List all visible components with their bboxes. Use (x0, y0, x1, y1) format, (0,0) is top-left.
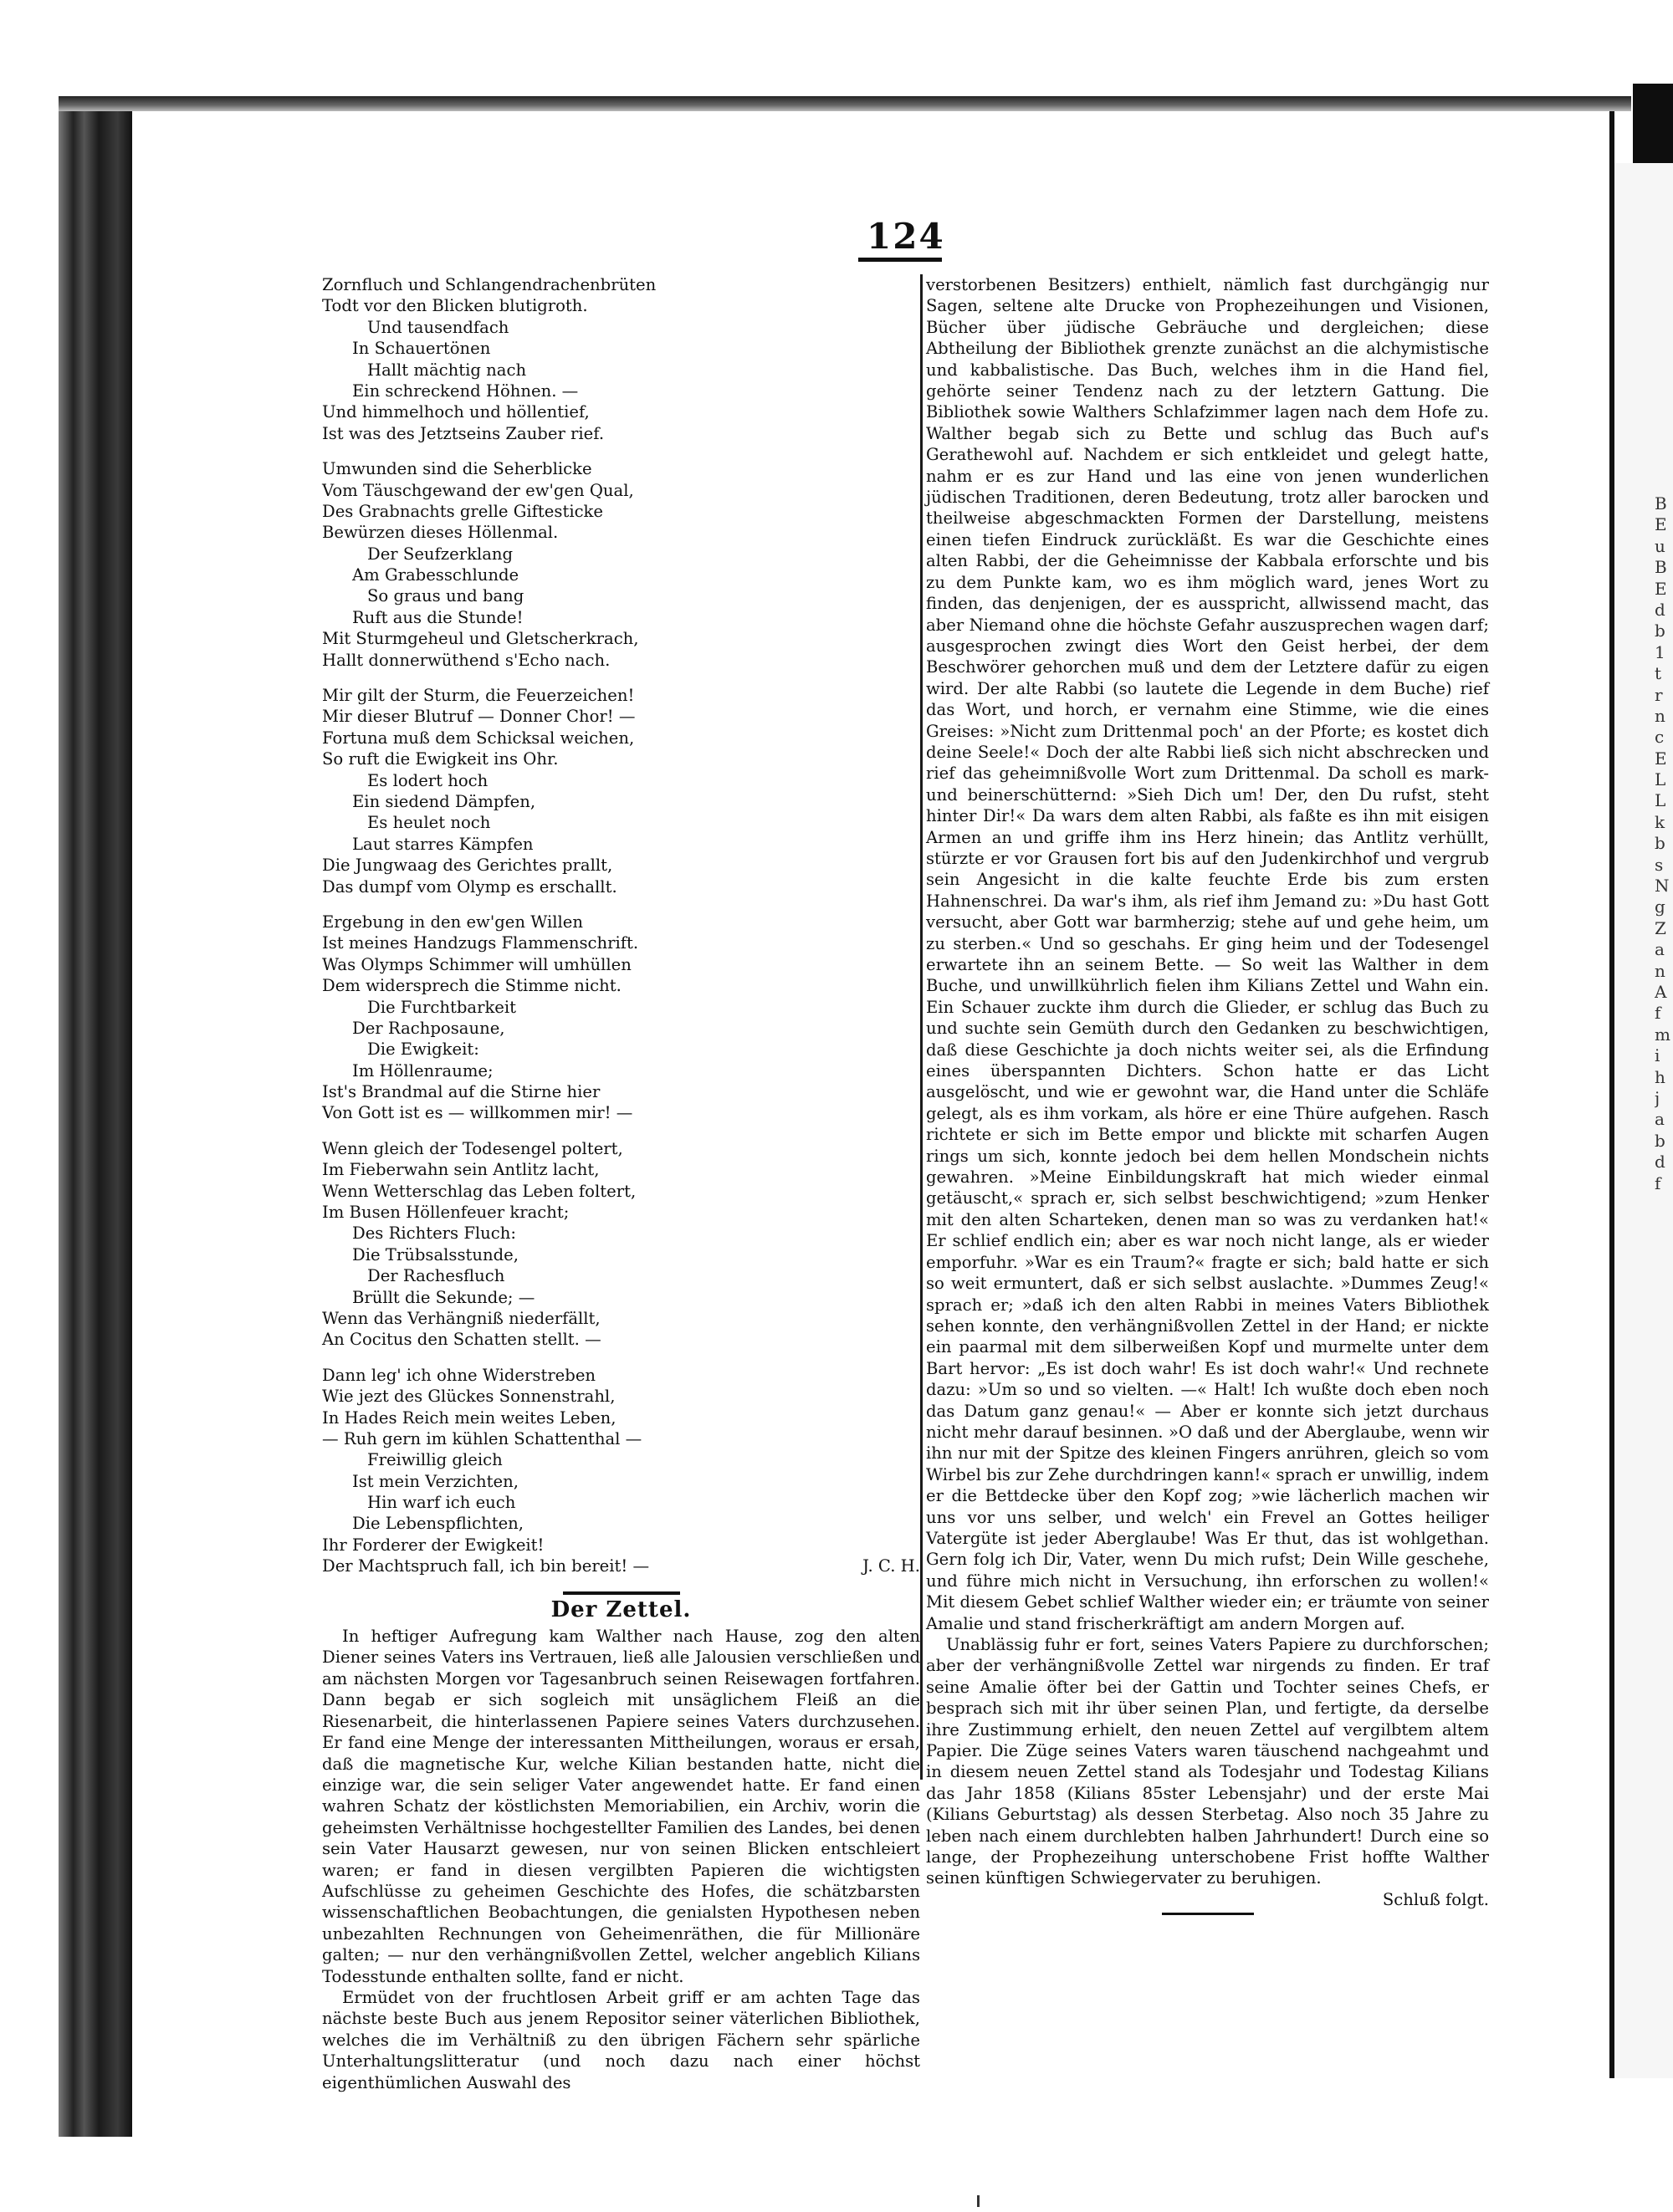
poem-line-text: Die Ewigkeit: (367, 1040, 479, 1060)
margin-fragment: d (1655, 599, 1665, 620)
margin-fragment: L (1655, 790, 1666, 811)
scan-right-mark (1633, 84, 1673, 163)
poem-line-text: Mit Sturmgeheul und Gletscherkrach, (322, 629, 639, 649)
margin-fragment: n (1655, 960, 1665, 981)
poem-line (322, 1223, 920, 1244)
poem-line-text: Die Furchtbarkeit (367, 997, 517, 1017)
poem-line-text: Von Gott ist es — willkommen mir! — (322, 1103, 633, 1123)
poem-line (322, 480, 920, 501)
poem-line (322, 748, 920, 769)
poem-line (322, 1428, 920, 1449)
poem-line-text: Es heulet noch (367, 813, 491, 833)
poem-line (322, 1535, 920, 1556)
poem-line (322, 954, 920, 975)
poem-line-text: Ruft aus die Stunde! (352, 607, 524, 627)
margin-fragment: f (1655, 1172, 1661, 1193)
margin-fragment: s (1655, 854, 1664, 875)
margin-fragment: j (1655, 1087, 1660, 1108)
poem-line (322, 1039, 920, 1060)
poem-line-text: Brüllt die Sekunde; — (352, 1287, 535, 1307)
margin-fragment: g (1655, 897, 1665, 917)
margin-fragment: k (1655, 811, 1665, 832)
poem-line-text: So graus und bang (367, 586, 524, 606)
poem-line-text: Im Fieberwahn sein Antlitz lacht, (322, 1160, 600, 1180)
poem-line-text: Vom Täuschgewand der ew'gen Qual, (322, 480, 634, 500)
end-rule (1162, 1913, 1254, 1915)
poem-line (322, 876, 920, 897)
poem-line (322, 770, 920, 791)
poem-line (322, 628, 920, 649)
poem-stanza (322, 685, 920, 897)
margin-fragment: L (1655, 769, 1666, 790)
paragraph: Ermüdet von der fruchtlosen Arbeit griff er am achten Tage das nächste beste Buch aus jenem Repositor seiner väterlichen Bibliothek, welches die im Verhältniß zu den übrigen Fächern sehr spärliche Unterhaltungslitteratur (und noch dazu nach einer höchst eigenthümlichen Auswahl des (322, 1987, 920, 2092)
margin-fragment: h (1655, 1066, 1665, 1087)
poem-line (322, 650, 920, 671)
margin-fragment: r (1655, 684, 1663, 705)
poem-line-text: Fortuna muß dem Schicksal weichen, (322, 728, 635, 748)
poem-line (322, 1102, 920, 1123)
margin-fragment: b (1655, 621, 1665, 641)
margin-fragment: A (1655, 981, 1667, 1002)
poem-line-text: Die Trübsalsstunde, (352, 1244, 519, 1264)
margin-fragment: i (1655, 1045, 1660, 1066)
poem-line (322, 1556, 920, 1576)
poem-line-text: Ist's Brandmal auf die Stirne hier (322, 1082, 601, 1102)
poem-line (322, 1202, 920, 1223)
poem-line (322, 1386, 920, 1407)
poem-line (322, 1181, 920, 1202)
poem-line (322, 706, 920, 727)
poem-line (322, 1471, 920, 1492)
poem-stanza (322, 1138, 920, 1351)
poem-line (322, 1513, 920, 1534)
margin-fragment: E (1655, 514, 1667, 535)
poem-line-text: Der Machtspruch fall, ich bin bereit! — (322, 1556, 650, 1576)
poem-line (322, 1329, 920, 1350)
poem-stanza (322, 274, 920, 444)
poem-line (322, 791, 920, 812)
poem-line (322, 1407, 920, 1428)
poem-line-text: Des Richters Fluch: (352, 1223, 516, 1244)
poem-line (322, 564, 920, 585)
poem-line-text: Im Höllenraume; (352, 1060, 494, 1080)
left-column (322, 274, 920, 2093)
poem-line (322, 1138, 920, 1159)
poem-line (322, 607, 920, 628)
poem-line-text: Mir dieser Blutruf — Donner Chor! — (322, 707, 636, 727)
poem-stanza (322, 912, 920, 1124)
stray-mark (977, 2195, 980, 2207)
poem-line (322, 975, 920, 996)
poem-line-text: Wenn gleich der Todesengel poltert, (322, 1138, 623, 1158)
poem-line (322, 458, 920, 479)
poem-line-text: Es lodert hoch (367, 770, 489, 790)
continuation-note: Schluß folgt. (1382, 1889, 1489, 1909)
margin-fragment: a (1655, 939, 1665, 960)
poem (322, 274, 920, 1577)
margin-fragment: u (1655, 535, 1665, 556)
poem-line-text: — Ruh gern im kühlen Schattenthal — (322, 1428, 642, 1448)
poem-line (322, 728, 920, 748)
poem-line-text: Im Busen Höllenfeuer kracht; (322, 1203, 570, 1223)
poem-line (322, 1081, 920, 1102)
poem-line (322, 401, 920, 422)
poem-line-text: Das dumpf vom Olymp es erschallt. (322, 876, 617, 897)
poem-line (322, 338, 920, 359)
poem-line (322, 544, 920, 564)
poem-line-text: Hin warf ich euch (367, 1493, 516, 1513)
margin-fragment: f (1655, 1003, 1661, 1024)
poem-line-text: Zornfluch und Schlangendrachenbrüten (322, 275, 657, 294)
margin-fragment: b (1655, 833, 1665, 854)
poem-line (322, 522, 920, 543)
poem-line-text: Der Seufzerklang (367, 544, 514, 564)
page-number: 124 (867, 216, 945, 257)
poem-line (322, 1308, 920, 1329)
poem-line-text: Ist mein Verzichten, (352, 1471, 519, 1491)
poem-line-text: Todt vor den Blicken blutigroth. (322, 296, 588, 316)
poem-stanza (322, 1365, 920, 1577)
poem-line-text: Wie jezt des Glückes Sonnenstrahl, (322, 1387, 616, 1407)
poem-line (322, 317, 920, 338)
poem-line (322, 834, 920, 855)
margin-fragment: m (1655, 1024, 1670, 1045)
poem-line (322, 912, 920, 932)
poem-line-text: Der Rachesfluch (367, 1266, 505, 1286)
poem-line-text: Ein siedend Dämpfen, (352, 791, 536, 811)
poem-line-text: Wenn Wetterschlag das Leben foltert, (322, 1181, 637, 1201)
poem-line-text: Freiwillig gleich (367, 1450, 503, 1470)
article-title: Der Zettel. (550, 1596, 692, 1622)
poem-line (322, 932, 920, 953)
poem-line-text: An Cocitus den Schatten stellt. — (322, 1330, 601, 1350)
poem-line-text: Und tausendfach (367, 317, 509, 337)
poem-line-text: In Hades Reich mein weites Leben, (322, 1407, 617, 1428)
poem-line-text: Was Olymps Schimmer will umhüllen (322, 954, 632, 974)
article-body-right (926, 274, 1489, 1909)
poem-signature: J. C. H. (862, 1556, 920, 1576)
margin-fragment: E (1655, 748, 1667, 769)
poem-line-text: Des Grabnachts grelle Giftesticke (322, 501, 604, 521)
right-column (926, 274, 1489, 1915)
margin-fragment: c (1655, 727, 1665, 748)
poem-line (322, 685, 920, 706)
poem-line (322, 812, 920, 833)
paragraph: verstorbenen Besitzers) enthielt, nämlich fast durchgängig nur Sagen, seltene alte Drucke von Prophezeihungen und Visionen, Bücher über jüdische Gebräuche und dergleichen; diese Abtheilung der Bibliothek grenzte zunächst an die alchymistische und kabbalistische. Das Buch, welches ihm in die Hand fiel, gehörte seiner Tendenz nach zu der letztern Gattung. Die Bibliothek sowie Walthers Schlafzimmer lagen nach dem Hofe zu. Walther begab sich zu Bette und schlug das Buch auf's Gerathewohl auf. Nachdem er sich entkleidet und gelegt hatte, nahm er es zur Hand und las eine von jenen wunderlichen jüdischen Traditionen, deren Bedeutung, trotz aller barocken und theilweise abgeschmackten Formen der Darstellung, meistens einen tiefen Eindruck zurückläßt. Es war die Geschichte eines alten Rabbi, der die Geheimnisse der Kabbala erforschte und bis zu dem Punkte kam, wo es ihm möglich ward, jenes Wort zu finden, das denjenigen, der es ausspricht, allwissend macht, das aber Niemand ohne die höchste Gefahr auszusprechen wagen darf; ausgesprochen zwingt dies Wort den Geist herbei, der dem Beschwörer gehorchen muß und dem der Letztere dafür zu eigen wird. Der alte Rabbi (so lautete die Legende in dem Buche) rief das Wort, und horch, er vernahm eine Stimme, wie die eines Greises: »Nicht zum Drittenmal poch' an der Pforte; es kostet dich deine Seele!« Doch der alte Rabbi ließ sich nicht abschrecken und rief das geheimnißvolle Wort zum Drittenmal. Da scholl es mark- und beinerschütternd: »Sieh Dich um! Der, den Du rufst, steht hinter Dir!« Da wars dem alten Rabbi, als faßte es ihn mit eisigen Armen an und griffe ihm ins Herz hinein; das Antlitz verhüllt, stürzte er vor Grausen fort bis auf den Judenkirchhof und vergrub sein Angesicht in die kalte feuchte Erde bis zum ersten Hahnenschrei. Da war's ihm, als rief ihm Jemand zu: »Du hast Gott versucht, aber Gott war barmherzig; stehe auf und gehe heim, um zu sterben.« Und so geschahs. Er ging heim und der Todesengel erwartete ihn an seinem Bette. — So weit las Walther in dem Buche, und unwillkührlich fielen ihm Kilians Zettel und Wahn ein. Ein Schauer zuckte ihm durch die Glieder, er schlug das Buch zu und suchte sein Gemüth durch den Gedanken zu beschwichtigen, daß diese Geschichte ja doch nichts weiter sei, als die Erfindung eines überspannten Dichters. Schon hatte er das Licht ausgelöscht, und wie er gewohnt war, die Hand unter die Schläfe gelegt, als es ihm vorkam, als höre er eine Thüre aufgehen. Rasch richtete er sich im Bette empor und blickte mit scharfen Augen rings um sich, konnte jedoch bei dem hellen Mondschein nichts gewahren. »Meine Einbildungskraft hat mich wieder einmal getäuscht,« sprach er, sich selbst beschwichtigend; »zum Henker mit den alten Scharteken, denen man so was zu verdanken hat!« Er schlief endlich ein; aber es war noch nicht lange, als er wieder emporfuhr. »War es ein Traum?« fragte er sich; bald hatte er sich so weit ermuntert, daß er sich selbst auslachte. »Dummes Zeug!« sprach er; »daß ich den alten Rabbi in meines Vaters Bibliothek sehen konnte, den verhängnißvollen Zettel in der Hand; er nickte ein paarmal mit dem silberweißen Kopf und murmelte unter dem Bart hervor: „Es ist doch wahr! Es ist doch wahr!« Und rechnete dazu: »Um so und so vielten. —« Halt! Ich wußte doch eben noch das Datum ganz genau!« — Aber er konnte sich jetzt durchaus nicht mehr darauf besinnen. »O daß und der Aberglaube, wenn wir ihn nur mit der Spitze des kleinen Fingers anrühren, gleich so vom Wirbel bis zur Zehe durchdringen kann!« sprach er unwillig, indem er die Bettdecke über den Kopf zog; »wie lächerlich machen wir uns vor uns selber, und welch' ein Frevel an Gottes heiliger Vatergüte ist jeder Aberglaube! Was Er thut, das ist wohlgethan. Gern folg ich Dir, Vater, wenn Du mich rufst; Dein Wille geschehe, und führe mich nicht in Versuchung, ihn erforschen zu wollen!« Mit diesem Gebet schlief Walther wieder ein; er träumte von seiner Amalie und stand frischerkräftigt am andern Morgen auf. (926, 275, 1489, 1633)
poem-line (322, 1060, 920, 1081)
poem-line (322, 1449, 920, 1470)
poem-line (322, 360, 920, 381)
poem-line-text: Der Rachposaune, (352, 1018, 505, 1038)
margin-fragment: E (1655, 578, 1667, 599)
poem-line (322, 1365, 920, 1386)
poem-line-text: So ruft die Ewigkeit ins Ohr. (322, 749, 559, 769)
scan-top-shadow (59, 96, 1631, 111)
poem-line-text: Hallt donnerwüthend s'Echo nach. (322, 650, 611, 670)
poem-line-text: Ein schreckend Höhnen. — (352, 381, 579, 401)
poem-line (322, 501, 920, 522)
poem-line-text: Bewürzen dieses Höllenmal. (322, 523, 559, 543)
poem-line (322, 1287, 920, 1308)
margin-fragment: Z (1655, 917, 1666, 938)
poem-line (322, 423, 920, 444)
poem-line-text: Umwunden sind die Seherblicke (322, 459, 592, 479)
margin-fragment: t (1655, 663, 1662, 684)
poem-line-text: Die Lebenspflichten, (352, 1514, 524, 1534)
margin-fragment: B (1655, 557, 1667, 578)
poem-line (322, 1265, 920, 1286)
margin-fragment: N (1655, 876, 1670, 897)
poem-line-text: Ist was des Jetztseins Zauber rief. (322, 423, 605, 443)
poem-line (322, 274, 920, 295)
margin-fragment: a (1655, 1109, 1665, 1130)
poem-line-text: Ist meines Handzugs Flammenschrift. (322, 933, 639, 953)
article-body-left (322, 1626, 920, 2093)
poem-line-text: Mir gilt der Sturm, die Feuerzeichen! (322, 686, 635, 706)
margin-fragment: B (1655, 493, 1667, 513)
margin-fragment: n (1655, 705, 1665, 726)
poem-line (322, 585, 920, 606)
poem-line-text: Hallt mächtig nach (367, 360, 527, 380)
poem-line-text: Laut starres Kämpfen (352, 834, 534, 854)
column-rule (920, 274, 923, 1780)
poem-line (322, 381, 920, 401)
poem-line-text: Dann leg' ich ohne Widerstreben (322, 1365, 596, 1385)
poem-line-text: In Schauertönen (352, 339, 491, 359)
poem-line-text: Ergebung in den ew'gen Willen (322, 912, 584, 932)
page-number-rule (858, 258, 942, 262)
margin-fragment: d (1655, 1152, 1665, 1172)
poem-line (322, 1018, 920, 1039)
poem-line (322, 1492, 920, 1513)
poem-line-text: Ihr Forderer der Ewigkeit! (322, 1535, 545, 1555)
poem-line (322, 997, 920, 1018)
poem-line (322, 1159, 920, 1180)
poem-line-text: Und himmelhoch und höllentief, (322, 402, 590, 422)
paragraph: In heftiger Aufregung kam Walther nach Hause, zog den alten Diener seines Vaters ins Vertrauen, ließ alle Jalousien verschließen und am nächsten Morgen vor Tagesanbruch seinen Reisewagen fortfahren. Dann begab er sich sogleich mit unsäglichem Fleiß an die Riesenarbeit, die hinterlassenen Papiere seines Vaters durchzusehen. Er fand eine Menge der interessanten Mittheilungen, woraus er ersah, daß die magnetische Kur, welche Kilian bestanden hatte, nicht die einzige war, die sein seliger Vater angewendet hatte. Er fand einen wahren Schatz der köstlichsten Memoriabilien, ein Archiv, worin die geheimsten Verhältnisse hochgestellter Familien des Landes, bei denen sein Vater Hausarzt gewesen, nur von seinen Blicken entschleiert waren; er fand in diesen vergilbten Papieren die wichtigsten Aufschlüsse zu geheimen Geschichte des Hofes, die schätzbarsten wissenschaftlichen Beobachtungen, die genialsten Hypothesen neben unbezahlten Rechnungen von Geheimenräthen, die für Millionäre galten; — nur den verhängnißvollen Zettel, welcher angeblich Kilians Todesstunde enthalten sollte, fand er nicht. (322, 1627, 920, 1986)
poem-line-text: Dem widersprech die Stimme nicht. (322, 976, 622, 996)
paragraph: Unablässig fuhr er fort, seines Vaters Papiere zu durchforschen; aber der verhängnißvolle Zettel war nirgends zu finden. Er traf seine Amalie öfter bei der Gattin und Tochter seines Chefs, er besprach sich mit ihr über seinen Plan, und fertigte, da derselbe ihre Zustimmung erhielt, den neuen Zettel auf vergilbtem altem Papier. Die Züge seines Vaters waren täuschend nachgeahmt und in diesem neuen Zettel stand als Todesjahr und Todestag Kilians das Jahr 1858 (Kilians 85ster Lebensjahr) und der erste Mai (Kilians Geburtstag) als dessen Sterbetag. Also noch 35 Jahre zu leben nach einem durchlebten halben Jahrhundert! Durch eine so lange, der Prophezeihung unterschobene Frist hoffte Walther seinen künftigen Schwiegervater zu beruhigen. (926, 1635, 1489, 1888)
scan-binding-shadow (59, 96, 132, 2137)
poem-line-text: Wenn das Verhängniß niederfällt, (322, 1308, 601, 1328)
poem-line (322, 295, 920, 316)
poem-line (322, 1244, 920, 1265)
adjacent-page-fragments (1655, 493, 1673, 1194)
title-rule (563, 1591, 680, 1595)
poem-line-text: Am Grabesschlunde (352, 565, 519, 585)
margin-fragment: 1 (1655, 641, 1665, 662)
poem-stanza (322, 458, 920, 671)
poem-line (322, 855, 920, 876)
margin-fragment: b (1655, 1130, 1665, 1151)
poem-line-text: Die Jungwaag des Gerichtes prallt, (322, 856, 613, 876)
